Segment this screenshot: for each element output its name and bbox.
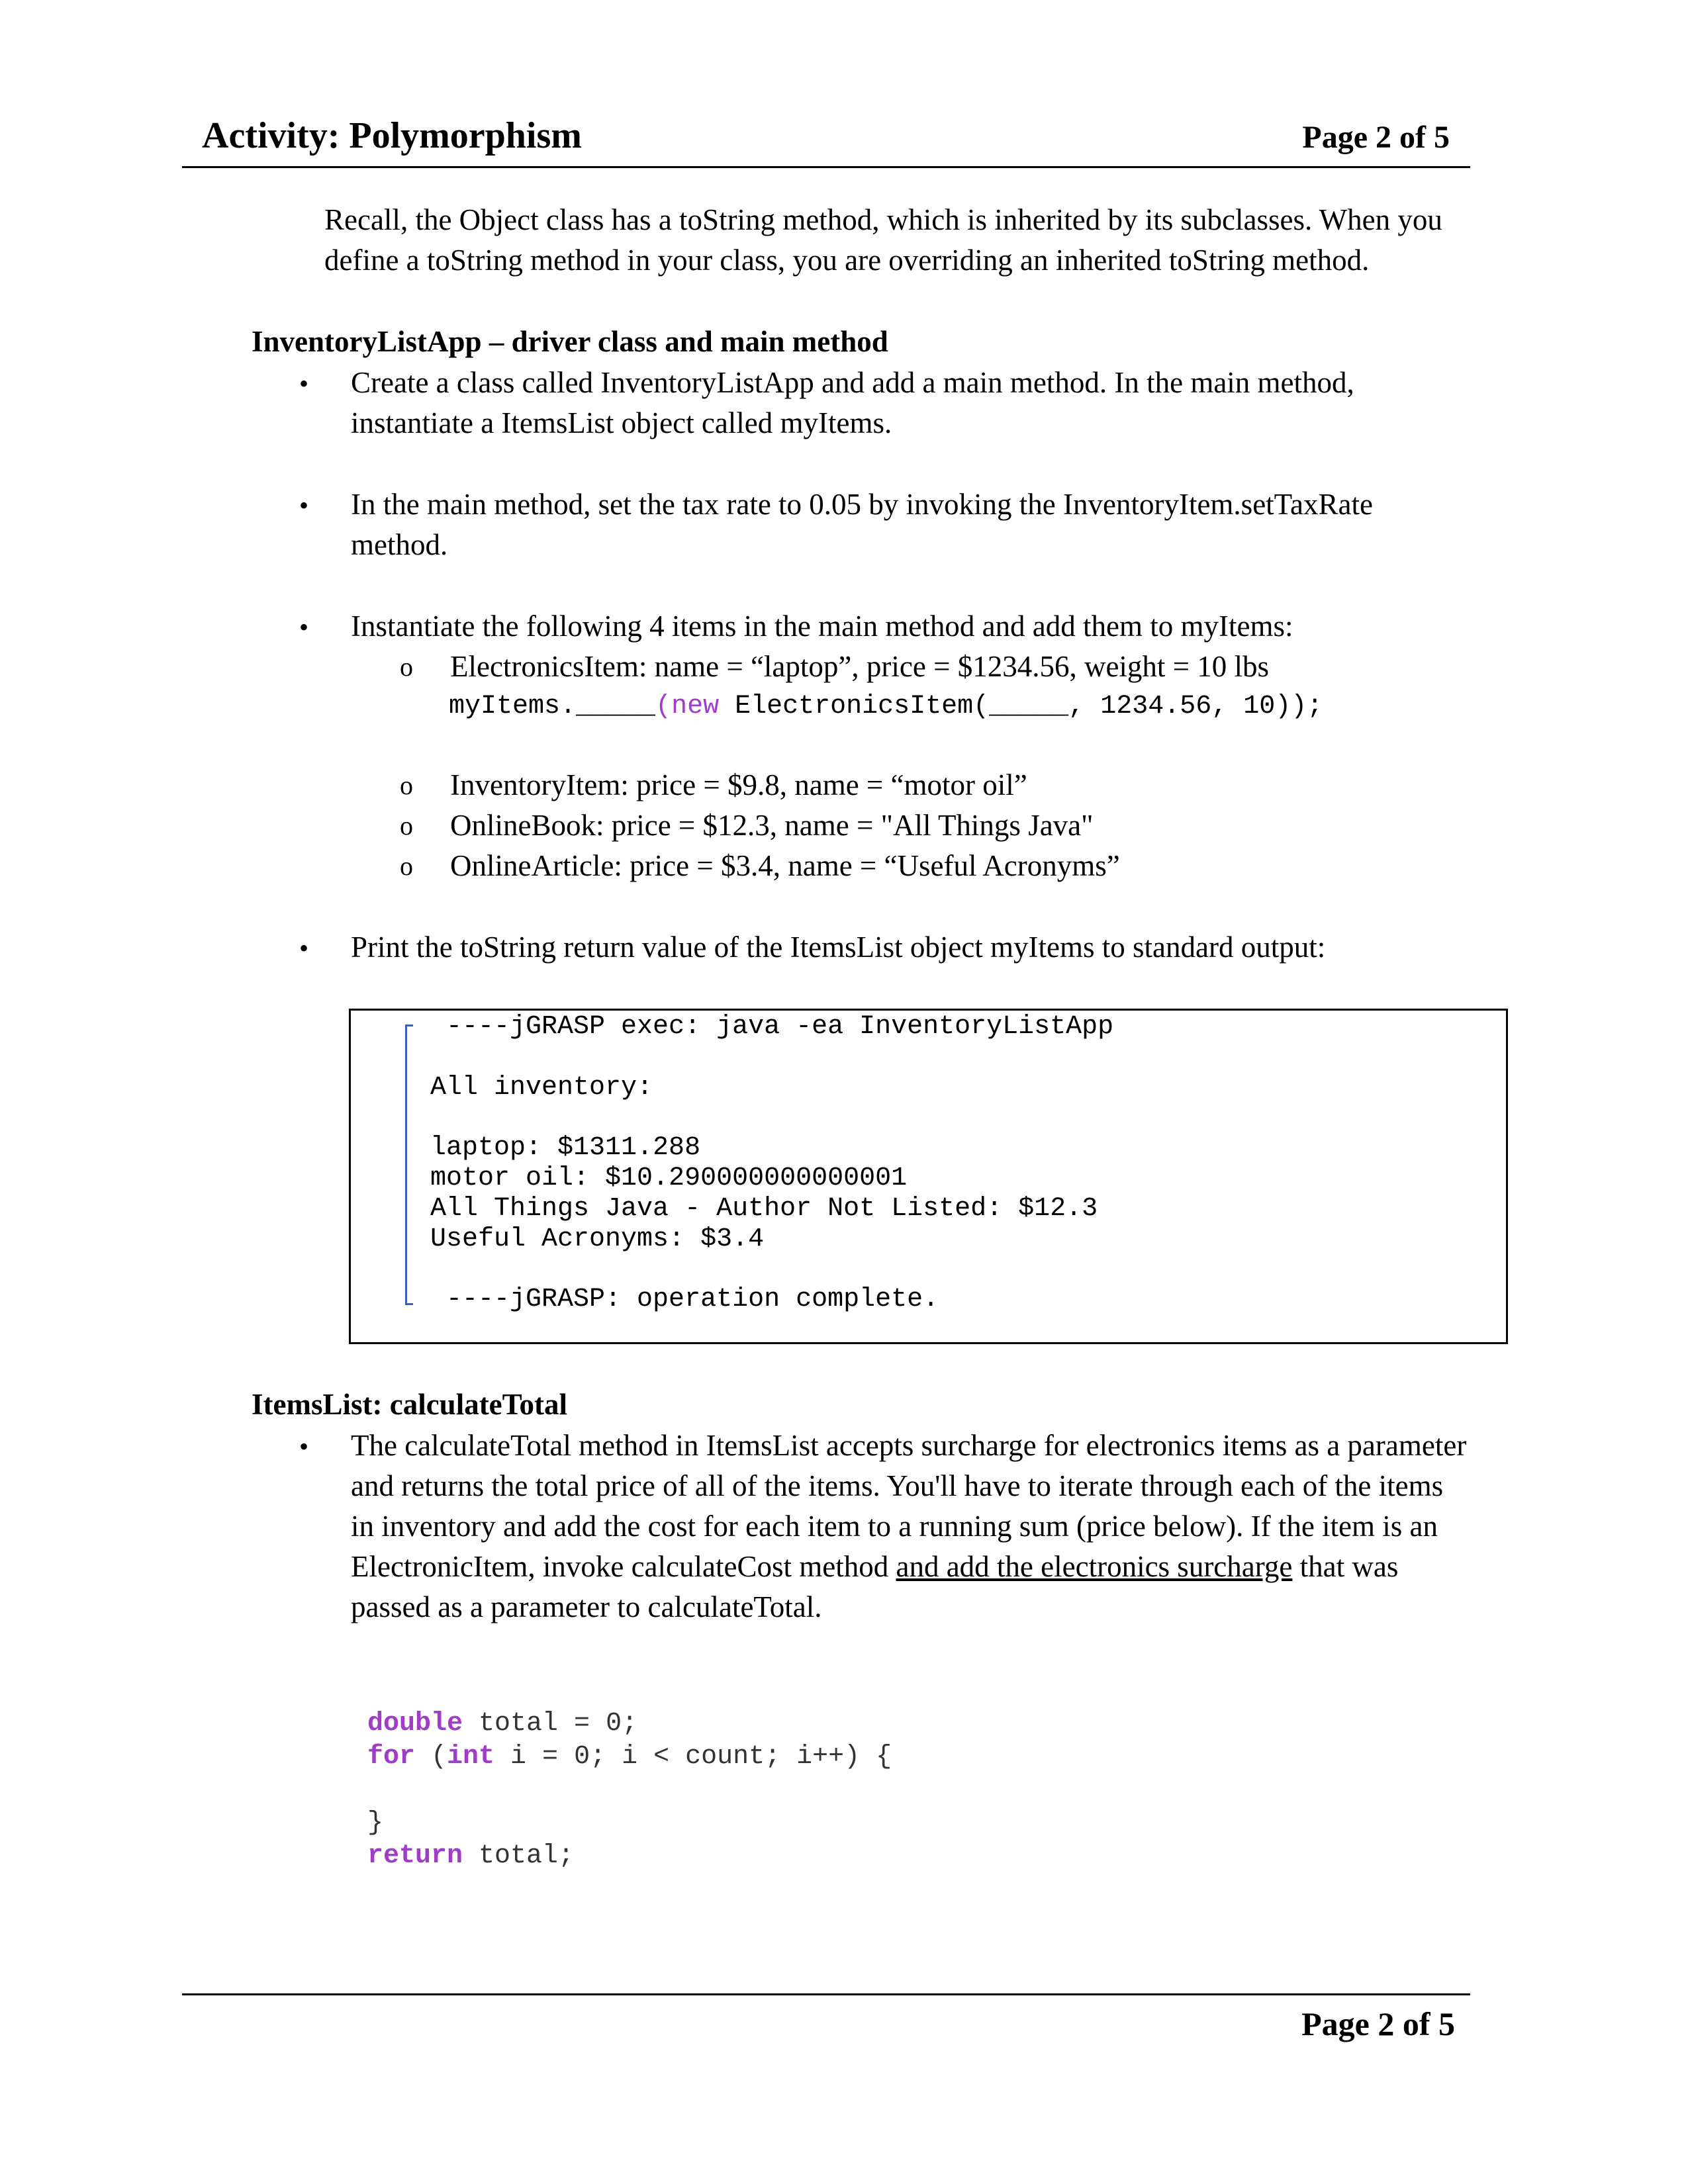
console-line: ----jGRASP exec: java -ea InventoryListApp — [430, 1012, 1114, 1042]
code-fragment: ElectronicsItem(_____, 1234.56, 10)); — [719, 692, 1323, 721]
bullet-4: • — [299, 933, 309, 963]
bullet-3-line-1: Instantiate the following 4 items in the main method and add them to myItems: — [351, 610, 1293, 643]
code-keyword: new — [671, 692, 720, 721]
header-page-number: Page 2 of 5 — [1302, 120, 1450, 155]
code-fragment: i = 0; i < count; i++) { — [494, 1742, 892, 1772]
code-fragment: myItems._____ — [449, 692, 656, 721]
code-add-laptop — [449, 688, 1323, 725]
code-fragment: ( — [655, 692, 672, 721]
sub-item-motor-oil: InventoryItem: price = $9.8, name = “motor oil” — [450, 768, 1027, 801]
intro-line-2: define a toString method in your class, you are overriding an inherited toString method. — [324, 244, 1370, 277]
bullet-5-line-3: in inventory and add the cost for each item to a running sum (price below). If the item is an — [351, 1510, 1438, 1543]
bullet-2-line-2: method. — [351, 528, 448, 561]
code-keyword: for — [367, 1742, 416, 1772]
footer-page-number: Page 2 of 5 — [1301, 2005, 1455, 2042]
console-line: Useful Acronyms: $3.4 — [430, 1224, 765, 1254]
bullet-5-line-1: The calculateTotal method in ItemsList accepts surcharge for electronics items as a parameter — [351, 1429, 1467, 1462]
bullet-5-line-2: and returns the total price of all of the items. You'll have to iterate through each of the items — [351, 1469, 1444, 1502]
code-line-4 — [367, 1840, 574, 1873]
code-fragment: ( — [415, 1742, 447, 1772]
bullet-1: • — [299, 369, 309, 398]
underlined-text: and add the electronics surcharge — [896, 1550, 1293, 1583]
bullet-1-line-2: instantiate a ItemsList object called myItems. — [351, 406, 892, 439]
bullet-2: • — [299, 490, 309, 520]
code-keyword: double — [367, 1709, 463, 1739]
console-line: ----jGRASP: operation complete. — [430, 1285, 939, 1314]
code-keyword: int — [447, 1742, 495, 1772]
bullet-5-line-4 — [351, 1547, 1398, 1587]
page-title: Activity: Polymorphism — [202, 115, 582, 156]
sub-item-online-article: OnlineArticle: price = $3.4, name = “Useful Acronyms” — [450, 849, 1120, 882]
text-fragment: that was — [1292, 1550, 1399, 1583]
console-line: All Things Java - Author Not Listed: $12.3 — [430, 1194, 1098, 1224]
console-line: All inventory: — [430, 1073, 653, 1103]
code-line-1 — [367, 1707, 637, 1741]
text-fragment: ElectronicItem, invoke calculateCost method — [351, 1550, 896, 1583]
code-fragment: total; — [463, 1841, 575, 1871]
bullet-5: • — [299, 1432, 309, 1461]
sub-bullet-1: o — [400, 652, 413, 682]
code-keyword: return — [367, 1841, 463, 1871]
sub-bullet-2: o — [400, 770, 413, 800]
bullet-4-line-1: Print the toString return value of the ItemsList object myItems to standard output: — [351, 931, 1326, 964]
bullet-2-line-1: In the main method, set the tax rate to 0.05 by invoking the InventoryItem.setTaxRate — [351, 488, 1373, 521]
code-line-3: } — [367, 1808, 384, 1838]
console-line: motor oil: $10.290000000000001 — [430, 1163, 908, 1193]
section-heading-calculatetotal: ItemsList: calculateTotal — [252, 1388, 568, 1421]
code-fragment: total = 0; — [463, 1709, 638, 1739]
bullet-3: • — [299, 612, 309, 642]
console-line: laptop: $1311.288 — [430, 1133, 701, 1163]
sub-item-online-book: OnlineBook: price = $12.3, name = "All Things Java" — [450, 809, 1094, 842]
section-heading-inventorylistapp: InventoryListApp – driver class and main method — [252, 325, 888, 358]
bullet-5-line-5: passed as a parameter to calculateTotal. — [351, 1590, 822, 1623]
bullet-1-line-1: Create a class called InventoryListApp and add a main method. In the main method, — [351, 366, 1354, 399]
header-divider — [182, 166, 1470, 168]
sub-bullet-3: o — [400, 811, 413, 841]
console-bracket — [405, 1024, 413, 1305]
code-line-2 — [367, 1741, 892, 1774]
sub-bullet-4: o — [400, 851, 413, 881]
intro-line-1: Recall, the Object class has a toString method, which is inherited by its subclasses. When you — [324, 203, 1442, 236]
footer-divider — [182, 1993, 1470, 1995]
sub-item-electronics: ElectronicsItem: name = “laptop”, price = $1234.56, weight = 10 lbs — [450, 650, 1270, 683]
